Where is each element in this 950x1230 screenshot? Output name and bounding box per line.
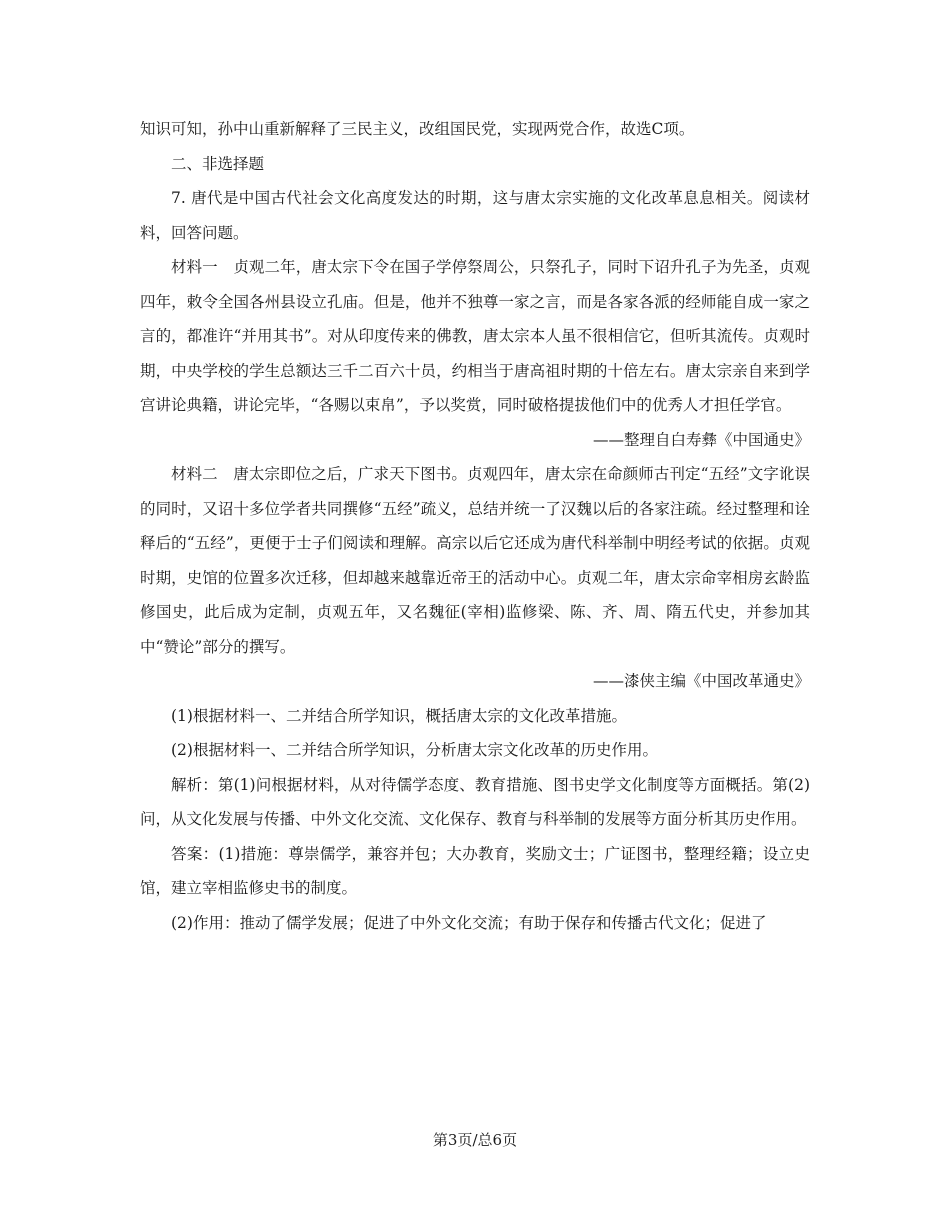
page-number-footer: 第3页/总6页 [432,1131,518,1149]
material-two: 材料二 唐太宗即位之后，广求天下图书。贞观四年，唐太宗在命颜师古刊定“五经”文字讹误的同时，又诏十多位学者共同撰修“五经”疏义，总结并统一了汉魏以后的各家注疏。经过整理和诠释后的“五经”，更便于士子们阅读和理解。高宗以后它还成为唐代科举制中明经考试的依据。贞观时期，史馆的位置多次迁移，但却越来越靠近帝王的活动中心。贞观二年，唐太宗命宰相房玄龄监修国史，此后成为定制，贞观五年，又名魏征(宰相)监修梁、陈、齐、周、隋五代史，并参加其中“赞论”部分的撰写。 [140,465,810,656]
paragraph-continuation: 知识可知，孙中山重新解释了三民主义，改组国民党，实现两党合作，故选C项。 [140,120,695,138]
sub-question-2: (2)根据材料一、二并结合所学知识，分析唐太宗文化改革的历史作用。 [171,741,658,759]
sub-question-1: (1)根据材料一、二并结合所学知识，概括唐太宗的文化改革措施。 [171,706,627,725]
section-heading: 二、非选择题 [171,154,265,173]
document-body [140,112,810,940]
answer-part-2: (2)作用：推动了儒学发展；促进了中外文化交流；有助于保存和传播古代文化；促进了 [171,913,767,932]
answer-part-1: 答案：(1)措施：尊崇儒学，兼容并包；大办教育，奖励文士；广证图书，整理经籍；设立史馆，建立宰相监修史书的制度。 [140,844,810,897]
material-two-source: ——漆侠主编《中国改革通史》 [592,672,810,690]
material-one-source: ——整理自白寿彝《中国通史》 [592,430,810,449]
material-one: 材料一 贞观二年，唐太宗下令在国子学停祭周公，只祭孔子，同时下诏升孔子为先圣，贞观四年，敕令全国各州县设立孔庙。但是，他并不独尊一家之言，而是各家各派的经师能自成一家之言的，都准许“并用其书”。对从印度传来的佛教，唐太宗本人虽不很相信它，但听其流传。贞观时期，中央学校的学生总额达三千二百六十员，约相当于唐高祖时期的十倍左右。唐太宗亲自来到学宫讲论典籍，讲论完毕，“各赐以束帛”，予以奖赏，同时破格提拔他们中的优秀人才担任学官。 [140,258,810,414]
analysis-paragraph: 解析：第(1)问根据材料，从对待儒学态度、教育措施、图书史学文化制度等方面概括。第(2)问，从文化发展与传播、中外文化交流、文化保存、教育与科举制的发展等方面分析其历史作用。 [140,775,810,828]
question-7-intro: 7. 唐代是中国古代社会文化高度发达的时期，这与唐太宗实施的文化改革息息相关。阅读材料，回答问题。 [140,189,810,242]
